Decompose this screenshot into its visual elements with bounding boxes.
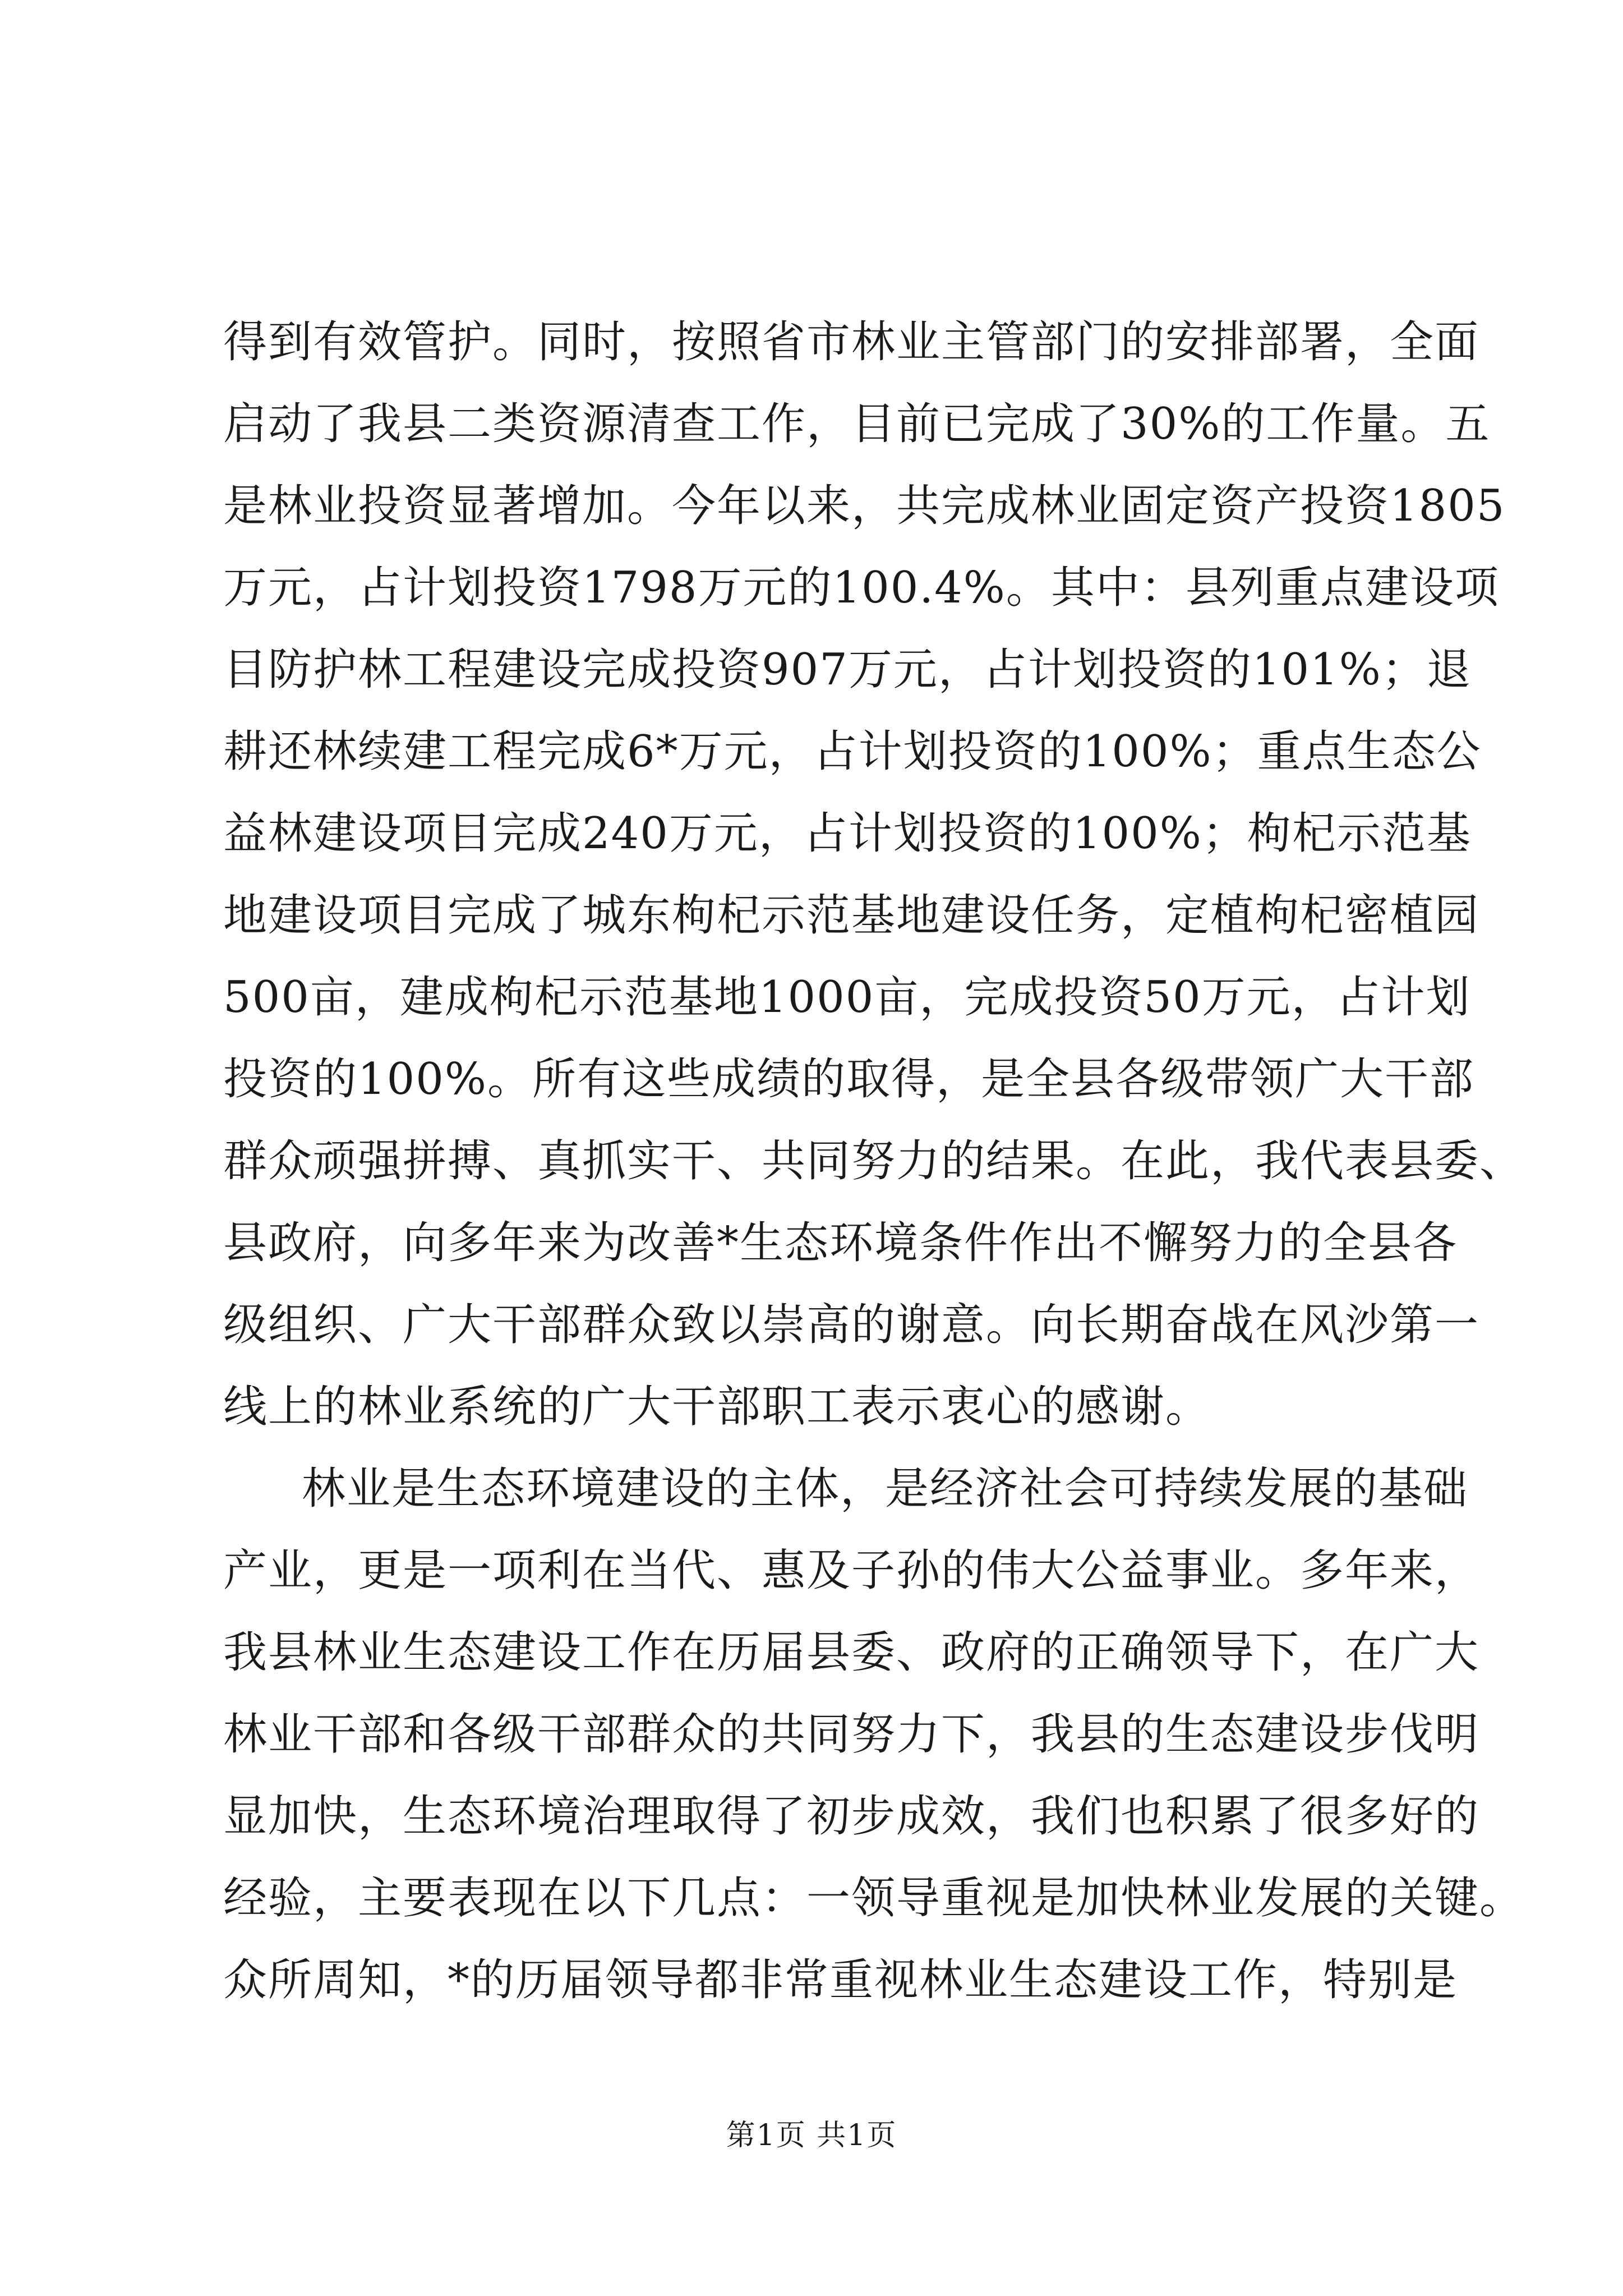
page-footer: 第1页 共1页	[726, 2119, 897, 2152]
paragraph-2-first-line: 林业是生态环境建设的主体，是经济社会可持续发展的基础	[302, 1464, 1469, 1514]
text-line-20: 经验，主要表现在以下几点：一领导重视是加快林业发展的关键。	[223, 1873, 1525, 1924]
text-line-1: 得到有效管护。同时，按照省市林业主管部门的安排部署，全面	[223, 317, 1480, 367]
text-line-7: 益林建设项目完成240万元，占计划投资的100%；枸杞示范基	[223, 808, 1472, 859]
text-line-6: 耕还林续建工程完成6*万元，占计划投资的100%；重点生态公	[223, 726, 1482, 777]
text-line-10: 投资的100%。所有这些成绩的取得，是全县各级带领广大干部	[223, 1054, 1474, 1105]
text-line-16: 产业，更是一项利在当代、惠及子孙的伟大公益事业。多年来，	[223, 1545, 1480, 1596]
text-line-2: 启动了我县二类资源清查工作，目前已完成了30%的工作量。五	[223, 399, 1491, 449]
text-line-3: 是林业投资显著增加。今年以来，共完成林业固定资产投资1805	[223, 481, 1506, 531]
text-line-18: 林业干部和各级干部群众的共同努力下，我县的生态建设步伐明	[223, 1709, 1480, 1760]
text-line-14: 线上的林业系统的广大干部职工表示衷心的感谢。	[223, 1382, 1211, 1432]
text-line-13: 级组织、广大干部群众致以崇高的谢意。向长期奋战在风沙第一	[223, 1300, 1480, 1350]
text-line-5: 目防护林工程建设完成投资907万元，占计划投资的101%；退	[223, 645, 1472, 695]
text-line-21: 众所周知，*的历届领导都非常重视林业生态建设工作，特别是	[223, 1955, 1458, 2005]
text-line-8: 地建设项目完成了城东枸杞示范基地建设任务，定植枸杞密植园	[223, 890, 1480, 941]
text-line-9: 500亩，建成枸杞示范基地1000亩，完成投资50万元，占计划	[223, 972, 1471, 1023]
text-line-17: 我县林业生态建设工作在历届县委、政府的正确领导下，在广大	[223, 1627, 1480, 1678]
text-line-4: 万元，占计划投资1798万元的100.4%。其中：县列重点建设项	[223, 563, 1500, 613]
text-line-12: 县政府，向多年来为改善*生态环境条件作出不懈努力的全县各	[223, 1218, 1458, 1268]
text-line-19: 显加快，生态环境治理取得了初步成效，我们也积累了很多好的	[223, 1791, 1480, 1842]
text-line-11: 群众顽强拼搏、真抓实干、共同努力的结果。在此，我代表县委、	[223, 1136, 1525, 1186]
